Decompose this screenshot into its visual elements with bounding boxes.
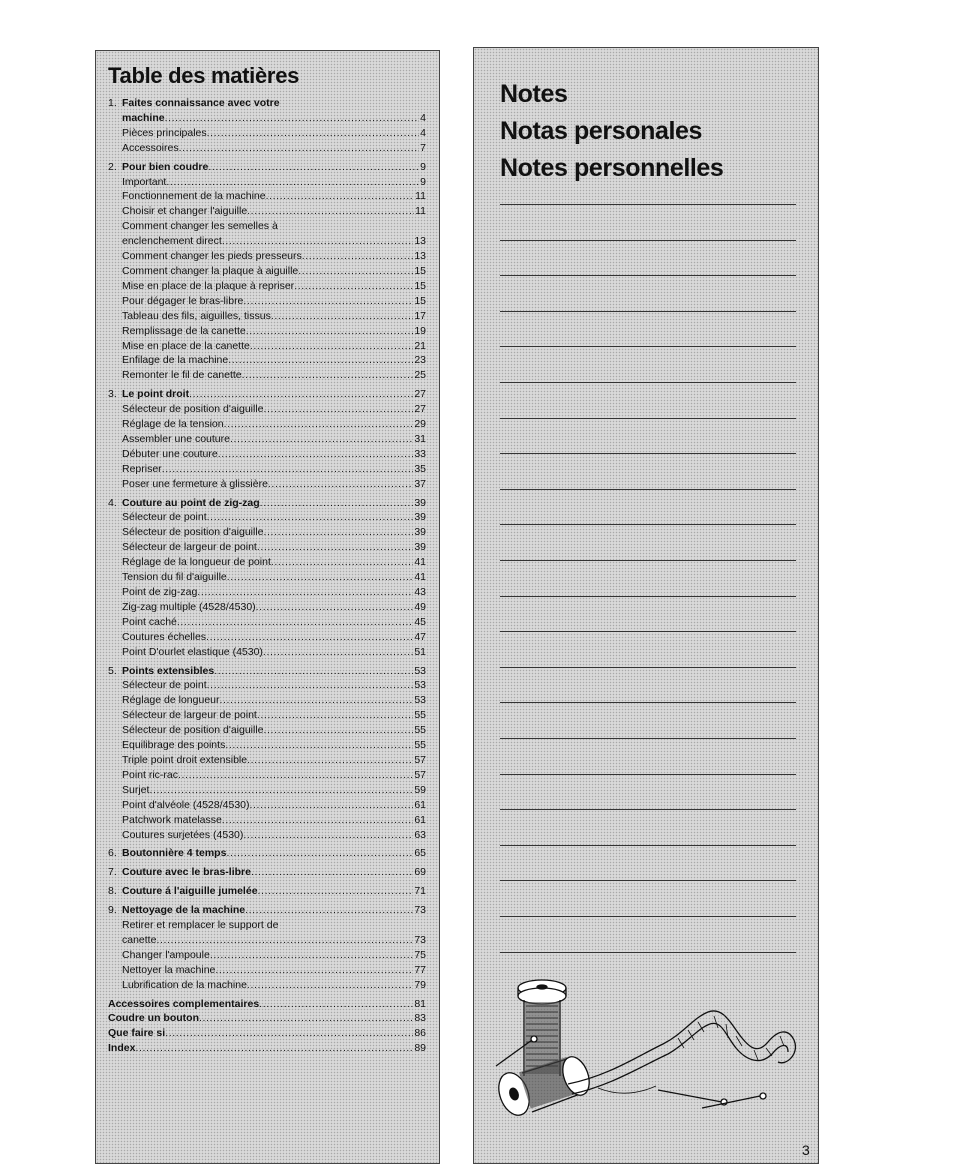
note-line bbox=[500, 418, 796, 419]
toc-page-number: 9 bbox=[420, 175, 426, 188]
toc-leader-dots bbox=[243, 828, 413, 843]
toc-entry bbox=[108, 615, 426, 630]
toc-entry-label: Sélecteur de largeur de point bbox=[122, 709, 257, 722]
toc-section-heading bbox=[108, 160, 426, 175]
toc-page-number: 15 bbox=[414, 264, 426, 277]
toc-section-heading bbox=[108, 884, 426, 899]
toc-page-number: 29 bbox=[414, 418, 426, 431]
notes-panel bbox=[473, 47, 819, 1164]
toc-page-number: 81 bbox=[414, 997, 426, 1010]
toc-entry-label: Sélecteur de point bbox=[122, 511, 207, 524]
toc-section bbox=[108, 160, 426, 384]
toc-entry bbox=[108, 264, 426, 279]
toc-section bbox=[108, 846, 426, 861]
toc-entry bbox=[108, 294, 426, 309]
toc-page-number: 35 bbox=[414, 462, 426, 475]
toc-entry-label: Triple point droit extensible bbox=[122, 753, 248, 766]
toc-leader-dots bbox=[228, 353, 413, 368]
toc-appendix-entry bbox=[108, 1026, 426, 1041]
toc-entry-label: Equilibrage des points bbox=[122, 739, 226, 752]
toc-page-number: 55 bbox=[414, 724, 426, 737]
note-line bbox=[500, 631, 796, 632]
toc-leader-dots bbox=[165, 1026, 413, 1041]
toc-leader-dots bbox=[222, 234, 414, 249]
toc-page-number: 49 bbox=[414, 600, 426, 613]
toc-leader-dots bbox=[264, 723, 414, 738]
toc-entry bbox=[108, 175, 426, 190]
toc-entry bbox=[108, 783, 426, 798]
toc-leader-dots bbox=[135, 1041, 413, 1056]
toc-leader-dots bbox=[247, 753, 413, 768]
toc-entry bbox=[108, 402, 426, 417]
toc-page-number: 83 bbox=[414, 1012, 426, 1025]
toc-entry-label: Tension du fil d'aiguille bbox=[122, 571, 227, 584]
toc-entry-label: Point ric-rac bbox=[122, 768, 179, 781]
toc-page-number: 69 bbox=[414, 866, 426, 879]
toc-leader-dots bbox=[302, 249, 414, 264]
toc-page-number: 19 bbox=[414, 324, 426, 337]
toc-page-number: 71 bbox=[414, 885, 426, 898]
toc-leader-dots bbox=[166, 175, 419, 190]
toc-section-heading-cont bbox=[108, 111, 426, 126]
note-line bbox=[500, 809, 796, 810]
toc-page-number: 39 bbox=[414, 511, 426, 524]
toc-entry-label: Point d'alvéole (4528/4530) bbox=[122, 798, 250, 811]
toc-leader-dots bbox=[271, 555, 413, 570]
toc-entry bbox=[108, 141, 426, 156]
toc-entry bbox=[108, 219, 426, 234]
toc-section-number: 7. bbox=[108, 866, 117, 879]
toc-entry-label: Sélecteur de position d'aiguille bbox=[122, 724, 264, 737]
note-line bbox=[500, 204, 796, 205]
toc-leader-dots bbox=[222, 813, 414, 828]
toc-entry-label: Enfilage de la machine bbox=[122, 354, 229, 367]
note-line bbox=[500, 524, 796, 525]
toc-section-heading bbox=[108, 387, 426, 402]
toc-leader-dots bbox=[298, 264, 413, 279]
toc-leader-dots bbox=[257, 708, 413, 723]
toc-leader-dots bbox=[227, 570, 414, 585]
toc-page-number: 63 bbox=[414, 828, 426, 841]
toc-entry-label: Coutures échelles bbox=[122, 630, 207, 643]
toc-leader-dots bbox=[260, 496, 414, 511]
note-line bbox=[500, 916, 796, 917]
toc-page-number: 39 bbox=[414, 496, 426, 509]
note-line bbox=[500, 240, 796, 241]
toc-entry bbox=[108, 339, 426, 354]
toc-leader-dots bbox=[242, 368, 414, 383]
toc-entry bbox=[108, 353, 426, 368]
toc-entry bbox=[108, 708, 426, 723]
toc-entry bbox=[108, 798, 426, 813]
toc-entry-label: Sélecteur de position d'aiguille bbox=[122, 403, 264, 416]
toc-page-number: 11 bbox=[415, 190, 426, 203]
toc-section-number: 2. bbox=[108, 160, 117, 173]
toc-entry-label: Repriser bbox=[122, 462, 162, 475]
toc-leader-dots bbox=[247, 204, 414, 219]
notes-title-es: Notas personales bbox=[500, 117, 703, 145]
toc-entry bbox=[108, 204, 426, 219]
toc-leader-dots bbox=[197, 585, 413, 600]
toc-page-number: 73 bbox=[414, 904, 426, 917]
note-line bbox=[500, 880, 796, 881]
toc-page-number: 51 bbox=[414, 645, 426, 658]
toc-entry bbox=[108, 723, 426, 738]
toc-entry bbox=[108, 585, 426, 600]
toc-entry-label: Coutures surjetées (4530) bbox=[122, 828, 244, 841]
toc-page-number: 86 bbox=[414, 1027, 426, 1040]
toc-section-heading bbox=[108, 903, 426, 918]
toc-leader-dots bbox=[264, 402, 414, 417]
toc-entry bbox=[108, 963, 426, 978]
toc-page-number: 57 bbox=[414, 768, 426, 781]
toc-entry-label: Sélecteur de position d'aiguille bbox=[122, 526, 264, 539]
thread-spools-tape-measure-pins-illustration bbox=[488, 966, 804, 1131]
toc-entry-label: Index bbox=[108, 1042, 136, 1055]
toc-entry-label: Remonter le fil de canette bbox=[122, 369, 242, 382]
toc-section-title: Couture au point de zig-zag bbox=[122, 496, 260, 509]
toc-leader-dots bbox=[165, 111, 420, 126]
notes-title bbox=[500, 76, 723, 187]
toc-entry-label: Sélecteur de largeur de point bbox=[122, 541, 257, 554]
toc-leader-dots bbox=[264, 525, 414, 540]
toc-page-number: 37 bbox=[414, 477, 426, 490]
toc-list bbox=[108, 96, 426, 1060]
toc-page-number: 13 bbox=[414, 235, 426, 248]
toc-entry bbox=[108, 368, 426, 383]
toc-entry bbox=[108, 324, 426, 339]
toc-page-number: 39 bbox=[414, 526, 426, 539]
note-line bbox=[500, 774, 796, 775]
toc-page-number: 33 bbox=[414, 447, 426, 460]
toc-leader-dots bbox=[226, 846, 413, 861]
toc-entry-label: Patchwork matelasse bbox=[122, 813, 222, 826]
toc-section-number: 8. bbox=[108, 885, 117, 898]
toc-entry-label: Point de zig-zag bbox=[122, 586, 198, 598]
toc-leader-dots bbox=[258, 884, 414, 899]
toc-page-number: 25 bbox=[414, 369, 426, 382]
toc-leader-dots bbox=[268, 477, 413, 492]
toc-entry bbox=[108, 768, 426, 783]
toc-entry bbox=[108, 813, 426, 828]
toc-entry-label: enclenchement direct bbox=[122, 235, 222, 248]
toc-leader-dots bbox=[199, 1011, 413, 1026]
toc-leader-dots bbox=[271, 309, 413, 324]
note-line bbox=[500, 311, 796, 312]
toc-entry-label: canette bbox=[122, 933, 157, 946]
toc-section-title: Points extensibles bbox=[122, 664, 215, 677]
toc-entry-label: Réglage de la longueur de point bbox=[122, 556, 271, 569]
toc-section-title: Faites connaissance avec votre bbox=[122, 97, 280, 109]
toc-entry bbox=[108, 279, 426, 294]
toc-leader-dots bbox=[245, 903, 413, 918]
toc-leader-dots bbox=[179, 141, 420, 156]
notes-title-en: Notes bbox=[500, 80, 568, 108]
toc-leader-dots bbox=[178, 768, 413, 783]
toc-entry-label: Que faire si bbox=[108, 1027, 166, 1040]
toc-leader-dots bbox=[215, 963, 413, 978]
toc-section-number: 3. bbox=[108, 388, 117, 401]
toc-leader-dots bbox=[206, 630, 413, 645]
toc-section bbox=[108, 865, 426, 880]
toc-page-number: 53 bbox=[414, 664, 426, 677]
note-line bbox=[500, 596, 796, 597]
toc-entry bbox=[108, 234, 426, 249]
toc-leader-dots bbox=[214, 664, 413, 679]
note-line bbox=[500, 702, 796, 703]
toc-section bbox=[108, 96, 426, 156]
toc-section-heading bbox=[108, 96, 426, 111]
note-line bbox=[500, 845, 796, 846]
toc-entry bbox=[108, 630, 426, 645]
toc-section-title: Boutonnière 4 temps bbox=[122, 847, 227, 860]
toc-appendix bbox=[108, 997, 426, 1057]
toc-page-number: 61 bbox=[414, 813, 426, 826]
toc-entry bbox=[108, 309, 426, 324]
toc-section-heading bbox=[108, 664, 426, 679]
toc-entry-label: Point D'ourlet elastique (4530) bbox=[122, 645, 263, 658]
toc-leader-dots bbox=[162, 462, 414, 477]
toc-entry bbox=[108, 948, 426, 963]
toc-entry bbox=[108, 693, 426, 708]
note-line bbox=[500, 489, 796, 490]
toc-page-number: 73 bbox=[414, 933, 426, 946]
toc-entry-label: Retirer et remplacer le support de bbox=[122, 919, 279, 932]
toc-page-number: 11 bbox=[415, 205, 426, 218]
toc-section-number: 1. bbox=[108, 97, 117, 109]
toc-entry bbox=[108, 447, 426, 462]
toc-page-number: 31 bbox=[414, 432, 426, 445]
toc-page-number: 41 bbox=[414, 571, 426, 584]
toc-page-number: 9 bbox=[420, 160, 426, 173]
toc-entry-label: Assembler une couture bbox=[122, 432, 230, 445]
toc-appendix-entry bbox=[108, 1011, 426, 1026]
toc-entry bbox=[108, 189, 426, 204]
toc-entry bbox=[108, 249, 426, 264]
toc-page-number: 53 bbox=[414, 694, 426, 707]
toc-page-number: 4 bbox=[420, 126, 426, 139]
note-line bbox=[500, 738, 796, 739]
toc-page-number: 15 bbox=[414, 279, 426, 292]
toc-page-number: 13 bbox=[414, 250, 426, 263]
toc-leader-dots bbox=[225, 738, 413, 753]
toc-entry bbox=[108, 933, 426, 948]
toc-page-number: 79 bbox=[414, 978, 426, 991]
toc-section-number: 6. bbox=[108, 847, 117, 860]
toc-entry bbox=[108, 978, 426, 993]
toc-section-title: Couture avec le bras-libre bbox=[122, 866, 251, 879]
toc-title: Table des matières bbox=[108, 63, 300, 88]
toc-entry bbox=[108, 510, 426, 525]
toc-entry-label: Pour dégager le bras-libre bbox=[122, 294, 244, 307]
toc-leader-dots bbox=[250, 339, 413, 354]
toc-entry bbox=[108, 462, 426, 477]
toc-panel bbox=[95, 50, 440, 1164]
toc-entry-label: Surjet bbox=[122, 783, 150, 796]
toc-entry bbox=[108, 525, 426, 540]
toc-page-number: 75 bbox=[414, 948, 426, 961]
toc-section bbox=[108, 903, 426, 992]
toc-section bbox=[108, 387, 426, 491]
toc-entry-label: Zig-zag multiple (4528/4530) bbox=[122, 600, 256, 613]
toc-leader-dots bbox=[220, 693, 414, 708]
toc-section-heading bbox=[108, 846, 426, 861]
toc-section-heading bbox=[108, 865, 426, 880]
toc-section-number: 4. bbox=[108, 496, 117, 509]
toc-leader-dots bbox=[266, 189, 415, 204]
toc-leader-dots bbox=[247, 978, 413, 993]
toc-leader-dots bbox=[156, 933, 413, 948]
toc-page-number: 7 bbox=[420, 141, 426, 154]
note-line bbox=[500, 560, 796, 561]
page-number: 3 bbox=[802, 1142, 810, 1158]
toc-entry-label: Point caché bbox=[122, 615, 177, 628]
toc-entry bbox=[108, 417, 426, 432]
toc-leader-dots bbox=[218, 447, 414, 462]
toc-appendix-entry bbox=[108, 997, 426, 1012]
toc-section bbox=[108, 496, 426, 660]
toc-section-title: Pour bien coudre bbox=[122, 160, 209, 173]
toc-entry-label: Débuter une couture bbox=[122, 447, 218, 460]
toc-entry-label: Pièces principales bbox=[122, 126, 207, 139]
toc-page-number: 43 bbox=[414, 586, 426, 598]
toc-entry bbox=[108, 540, 426, 555]
toc-page-number: 55 bbox=[414, 739, 426, 752]
toc-entry-label: Réglage de la tension bbox=[122, 418, 224, 431]
toc-entry bbox=[108, 753, 426, 768]
note-line bbox=[500, 952, 796, 953]
notes-title-fr: Notes personnelles bbox=[500, 154, 724, 182]
toc-entry-label: Nettoyer la machine bbox=[122, 963, 216, 976]
toc-leader-dots bbox=[263, 645, 413, 660]
toc-page-number: 45 bbox=[414, 615, 426, 628]
note-line bbox=[500, 275, 796, 276]
toc-entry-label: Accessoires complementaires bbox=[108, 997, 260, 1010]
toc-page-number: 23 bbox=[414, 354, 426, 367]
toc-entry-label: Poser une fermeture à glissière bbox=[122, 477, 268, 490]
toc-leader-dots bbox=[177, 615, 413, 630]
note-line bbox=[500, 346, 796, 347]
toc-leader-dots bbox=[243, 294, 413, 309]
toc-page-number: 39 bbox=[414, 541, 426, 554]
toc-appendix-entry bbox=[108, 1041, 426, 1056]
toc-page-number: 41 bbox=[414, 556, 426, 569]
toc-entry-label: Comment changer les pieds presseurs bbox=[122, 250, 302, 263]
toc-section-heading bbox=[108, 496, 426, 511]
toc-page-number: 61 bbox=[414, 798, 426, 811]
toc-entry-label: Tableau des fils, aiguilles, tissus bbox=[122, 309, 271, 322]
toc-page-number: 77 bbox=[414, 963, 426, 976]
toc-page-number: 15 bbox=[414, 294, 426, 307]
toc-entry bbox=[108, 645, 426, 660]
toc-page-number: 59 bbox=[414, 783, 426, 796]
toc-entry bbox=[108, 126, 426, 141]
toc-leader-dots bbox=[257, 540, 413, 555]
toc-entry-label: Remplissage de la canette bbox=[122, 324, 246, 337]
toc-entry-label: Accessoires bbox=[122, 141, 179, 154]
toc-page-number: 47 bbox=[414, 630, 426, 643]
toc-page-number: 65 bbox=[414, 847, 426, 860]
toc-leader-dots bbox=[207, 510, 414, 525]
note-line bbox=[500, 382, 796, 383]
toc-leader-dots bbox=[230, 432, 413, 447]
toc-entry-label: Comment changer les semelles à bbox=[122, 220, 278, 233]
toc-entry-label: Important bbox=[122, 175, 167, 188]
toc-page-number: 21 bbox=[414, 339, 426, 352]
toc-page-number: 89 bbox=[414, 1042, 426, 1055]
toc-entry bbox=[108, 738, 426, 753]
note-line bbox=[500, 667, 796, 668]
toc-page-number: 53 bbox=[414, 679, 426, 692]
toc-section-title: Couture á l'aiguille jumelée bbox=[122, 885, 258, 898]
toc-leader-dots bbox=[207, 678, 414, 693]
note-line bbox=[500, 453, 796, 454]
toc-page-number: 55 bbox=[414, 709, 426, 722]
toc-section bbox=[108, 664, 426, 843]
toc-entry-label: Choisir et changer l'aiguille bbox=[122, 205, 248, 218]
toc-entry-label: Comment changer la plaque à aiguille bbox=[122, 264, 299, 277]
toc-page-number: 57 bbox=[414, 753, 426, 766]
toc-section-number: 9. bbox=[108, 904, 117, 917]
toc-page-number: 27 bbox=[414, 388, 426, 401]
toc-entry-label: Mise en place de la plaque à repriser bbox=[122, 279, 295, 292]
toc-leader-dots bbox=[208, 160, 419, 175]
toc-leader-dots bbox=[250, 798, 414, 813]
toc-entry bbox=[108, 918, 426, 933]
toc-entry-label: Lubrification de la machine bbox=[122, 978, 247, 991]
toc-entry-label: Sélecteur de point bbox=[122, 679, 207, 692]
toc-entry bbox=[108, 570, 426, 585]
toc-section-title: Nettoyage de la machine bbox=[122, 904, 246, 917]
toc-section bbox=[108, 884, 426, 899]
toc-section-number: 5. bbox=[108, 664, 117, 677]
toc-entry bbox=[108, 600, 426, 615]
toc-entry-label: Réglage de longueur bbox=[122, 694, 220, 707]
toc-leader-dots bbox=[256, 600, 414, 615]
toc-leader-dots bbox=[149, 783, 413, 798]
toc-entry bbox=[108, 555, 426, 570]
toc-leader-dots bbox=[246, 324, 414, 339]
toc-entry-label: Fonctionnement de la machine bbox=[122, 190, 266, 203]
toc-leader-dots bbox=[189, 387, 413, 402]
toc-page-number: 27 bbox=[414, 403, 426, 416]
toc-page-number: 17 bbox=[414, 309, 426, 322]
toc-entry bbox=[108, 678, 426, 693]
toc-page-number: 4 bbox=[420, 111, 426, 124]
toc-section-title-cont: machine bbox=[122, 111, 165, 124]
toc-leader-dots bbox=[207, 126, 420, 141]
toc-section-title: Le point droit bbox=[122, 388, 190, 401]
toc-leader-dots bbox=[259, 997, 413, 1012]
toc-entry-label: Mise en place de la canette bbox=[122, 339, 250, 352]
toc-leader-dots bbox=[224, 417, 414, 432]
toc-leader-dots bbox=[210, 948, 414, 963]
toc-entry bbox=[108, 432, 426, 447]
toc-entry bbox=[108, 828, 426, 843]
toc-entry bbox=[108, 477, 426, 492]
toc-entry-label: Coudre un bouton bbox=[108, 1012, 199, 1025]
toc-leader-dots bbox=[294, 279, 413, 294]
toc-leader-dots bbox=[251, 865, 413, 880]
toc-entry-label: Changer l'ampoule bbox=[122, 948, 210, 961]
